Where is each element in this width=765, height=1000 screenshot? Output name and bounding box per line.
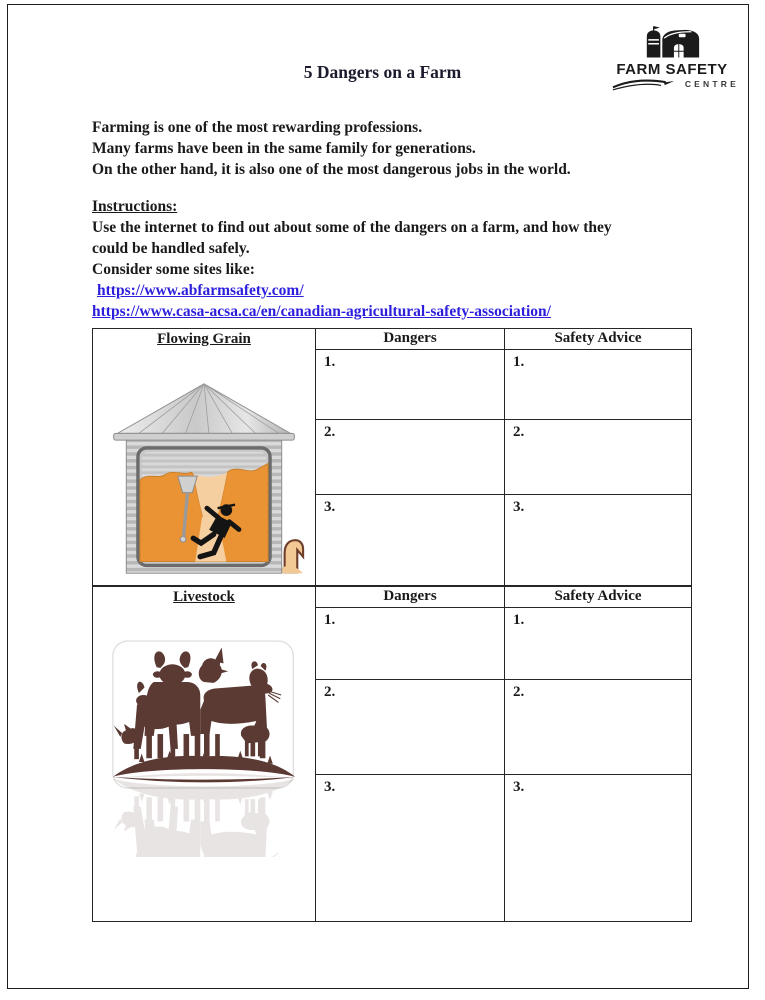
flowing-grain-dangers-answer-3[interactable] [315,495,504,585]
livestock-dangers-answer-1[interactable] [315,608,504,680]
instructions-line-2: could be handled safely. [92,240,250,257]
logo-subname: CENTRE [684,79,739,89]
flowing-grain-safety-answer-3[interactable] [504,495,691,585]
row-number: 2. [324,424,336,440]
farm-safety-centre-logo [605,24,739,91]
flowing-grain-safety-advice-header: Safety Advice [504,329,691,350]
livestock-dangers-header: Dangers [315,587,504,608]
row-number: 3. [513,499,525,515]
intro-line-1: Farming is one of the most rewarding professions. [92,119,423,136]
flowing-grain-dangers-answer-1[interactable] [315,350,504,420]
livestock-topic-cell [93,587,315,921]
flowing-grain-dangers-answer-2[interactable] [315,420,504,495]
livestock-safety-advice-header: Safety Advice [504,587,691,608]
instructions-heading: Instructions: [92,198,178,215]
instructions-line-3: Consider some sites like: [92,261,255,278]
instructions-section [92,196,612,322]
flowing-grain-table [92,328,692,586]
livestock-safety-answer-2[interactable] [504,680,691,775]
logo-name: FARM SAFETY [616,61,728,78]
row-number: 2. [513,684,525,700]
row-number: 3. [513,779,525,795]
intro-paragraph [92,117,571,180]
flowing-grain-safety-answer-2[interactable] [504,420,691,495]
row-number: 2. [513,424,525,440]
flowing-grain-dangers-header: Dangers [315,329,504,350]
livestock-image [111,639,297,857]
swoosh-icon [612,77,678,91]
flowing-grain-topic-cell [93,329,315,585]
row-number: 1. [513,612,525,628]
row-number: 3. [324,499,336,515]
livestock-topic: Livestock [173,589,235,605]
row-number: 1. [513,354,525,370]
livestock-safety-answer-1[interactable] [504,608,691,680]
page-title: 5 Dangers on a Farm [303,62,462,82]
row-number: 1. [324,354,336,370]
barn-silo-icon [641,24,703,60]
row-number: 2. [324,684,336,700]
casa-acsa-link[interactable]: https://www.casa-acsa.ca/en/canadian-agricultural-safety-association/ [92,303,551,320]
row-number: 1. [324,612,336,628]
flowing-grain-safety-answer-1[interactable] [504,350,691,420]
livestock-table [92,586,692,922]
livestock-dangers-answer-2[interactable] [315,680,504,775]
abfarmsafety-link[interactable]: https://www.abfarmsafety.com/ [97,282,304,299]
livestock-safety-answer-3[interactable] [504,775,691,921]
instructions-line-1: Use the internet to find out about some of the dangers on a farm, and how they [92,219,612,236]
livestock-dangers-answer-3[interactable] [315,775,504,921]
intro-line-2: Many farms have been in the same family for generations. [92,140,476,157]
intro-line-3: On the other hand, it is also one of the most dangerous jobs in the world. [92,161,571,178]
row-number: 3. [324,779,336,795]
grain-bin-image [102,380,306,578]
flowing-grain-topic: Flowing Grain [157,331,251,347]
